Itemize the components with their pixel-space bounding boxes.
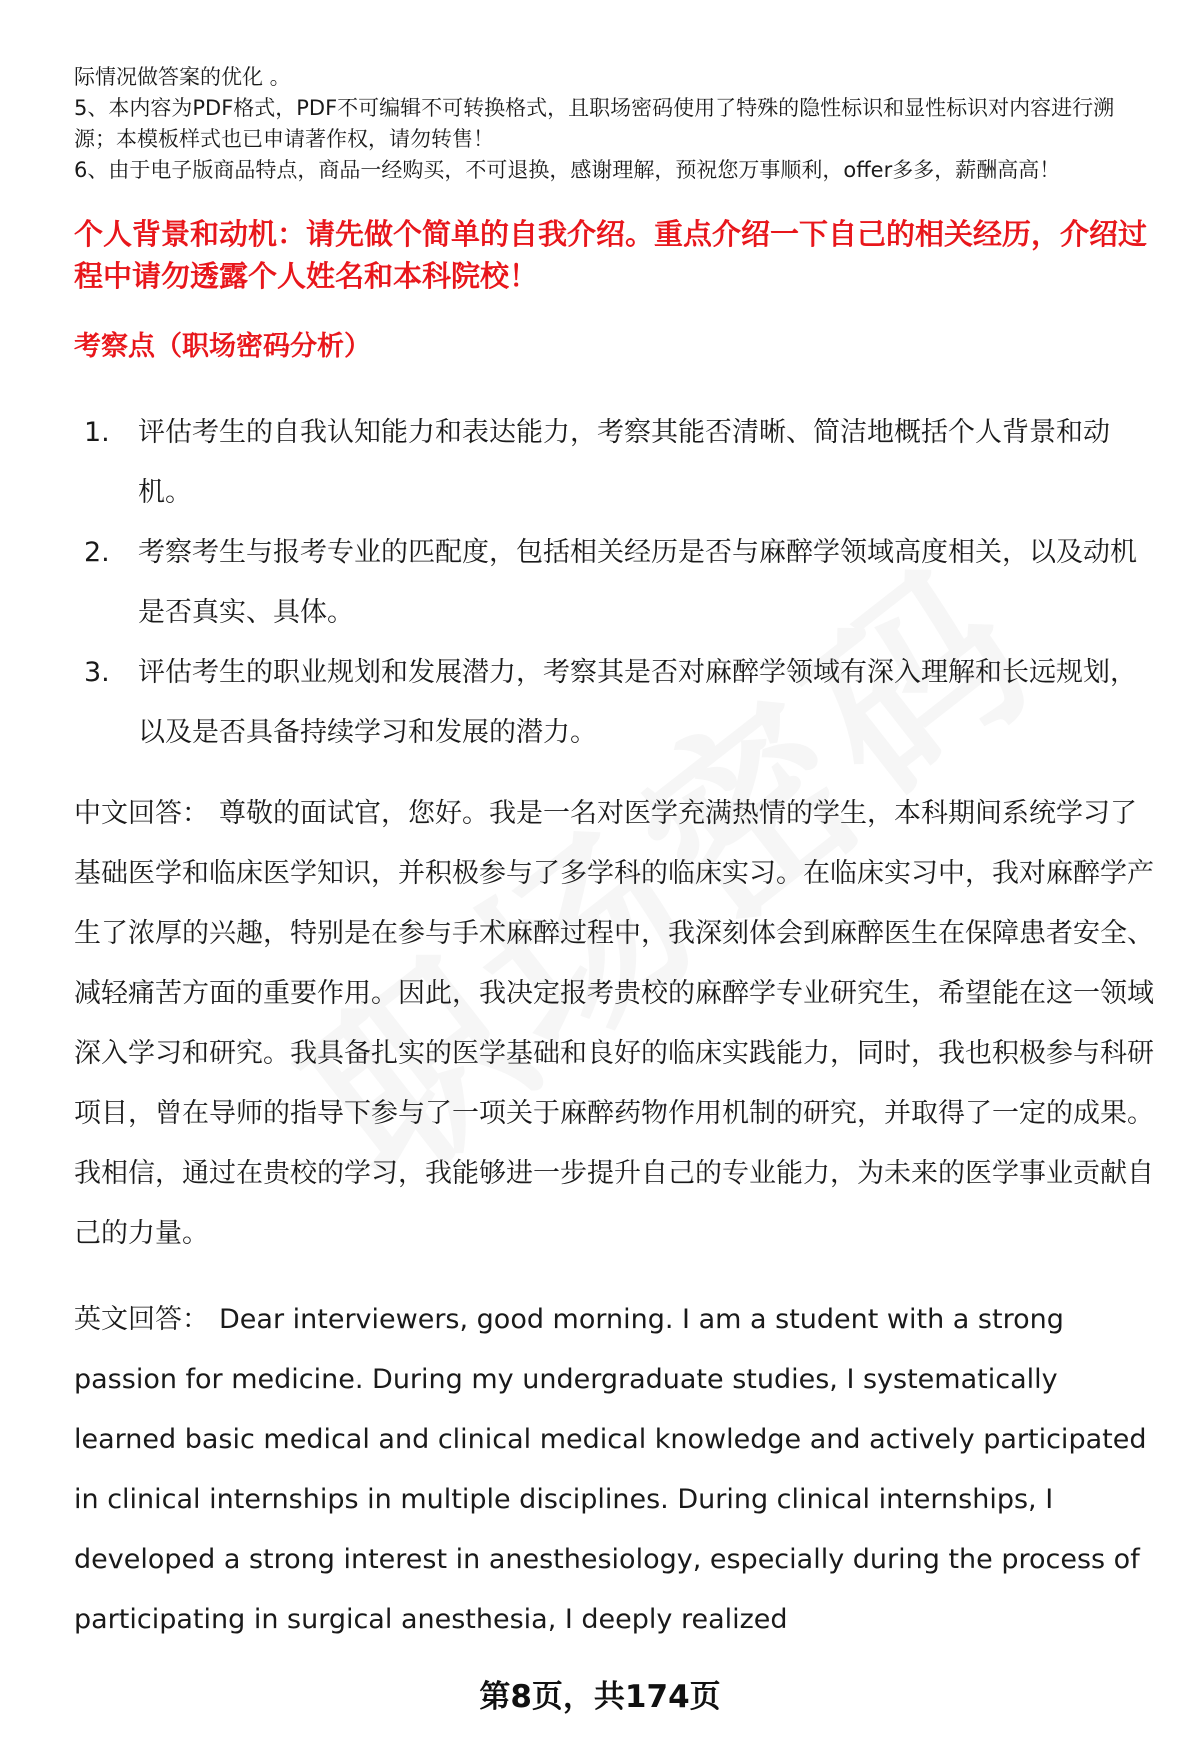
english-answer-label: 英文回答： <box>74 1304 209 1335</box>
chinese-answer-label: 中文回答： <box>74 798 209 829</box>
note-line: 际情况做答案的优化 。 <box>74 65 291 89</box>
notes-block <box>74 62 1154 186</box>
chinese-answer <box>74 784 1154 1264</box>
question-title: 个人背景和动机：请先做个简单的自我介绍。重点介绍一下自己的相关经历，介绍过程中请勿透露个人姓名和本科院校！ <box>74 217 1148 293</box>
list-item <box>74 403 1154 523</box>
english-answer <box>74 1290 1154 1650</box>
page-number: 第8页，共174页 <box>479 1679 721 1715</box>
note-line: 5、本内容为PDF格式，PDF不可编辑不可转换格式，且职场密码使用了特殊的隐性标识和显性标识对内容进行溯源；本模板样式也已申请著作权，请勿转售！ <box>74 96 1115 151</box>
note-line: 6、由于电子版商品特点，商品一经购买，不可退换，感谢理解，预祝您万事顺利，offer多多，薪酬高高！ <box>74 158 1061 182</box>
list-text: 评估考生的职业规划和发展潜力，考察其是否对麻醉学领域有深入理解和长远规划，以及是否具备持续学习和发展的潜力。 <box>138 657 1137 748</box>
list-number: 3. <box>84 657 110 688</box>
points-title: 考察点（职场密码分析） <box>74 331 371 362</box>
list-text: 评估考生的自我认知能力和表达能力，考察其能否清晰、简洁地概括个人背景和动机。 <box>138 417 1110 508</box>
english-answer-text: Dear interviewers, good morning. I am a student with a strong passion for medicine. During my undergraduate studies, I systematically learned basic medical and clinical medical knowledge and actively participated in clinical internships in multiple disciplines. During clinical internships, I developed a strong interest in anesthesiology, especially during the process of participating in surgical anesthesia, I deeply realized <box>74 1304 1147 1635</box>
list-item <box>74 523 1154 643</box>
chinese-answer-text: 尊敬的面试官，您好。我是一名对医学充满热情的学生，本科期间系统学习了基础医学和临床医学知识，并积极参与了多学科的临床实习。在临床实习中，我对麻醉学产生了浓厚的兴趣，特别是在参与手术麻醉过程中，我深刻体会到麻醉医生在保障患者安全、减轻痛苦方面的重要作用。因此，我决定报考贵校的麻醉学专业研究生，希望能在这一领域深入学习和研究。我具备扎实的医学基础和良好的临床实践能力，同时，我也积极参与科研项目，曾在导师的指导下参与了一项关于麻醉药物作用机制的研究，并取得了一定的成果。我相信，通过在贵校的学习，我能够进一步提升自己的专业能力，为未来的医学事业贡献自己的力量。 <box>74 798 1154 1249</box>
points-list <box>74 403 1154 763</box>
list-number: 1. <box>84 417 110 448</box>
list-text: 考察考生与报考专业的匹配度，包括相关经历是否与麻醉学领域高度相关，以及动机是否真实、具体。 <box>138 537 1137 628</box>
list-number: 2. <box>84 537 110 568</box>
list-item <box>74 643 1154 763</box>
